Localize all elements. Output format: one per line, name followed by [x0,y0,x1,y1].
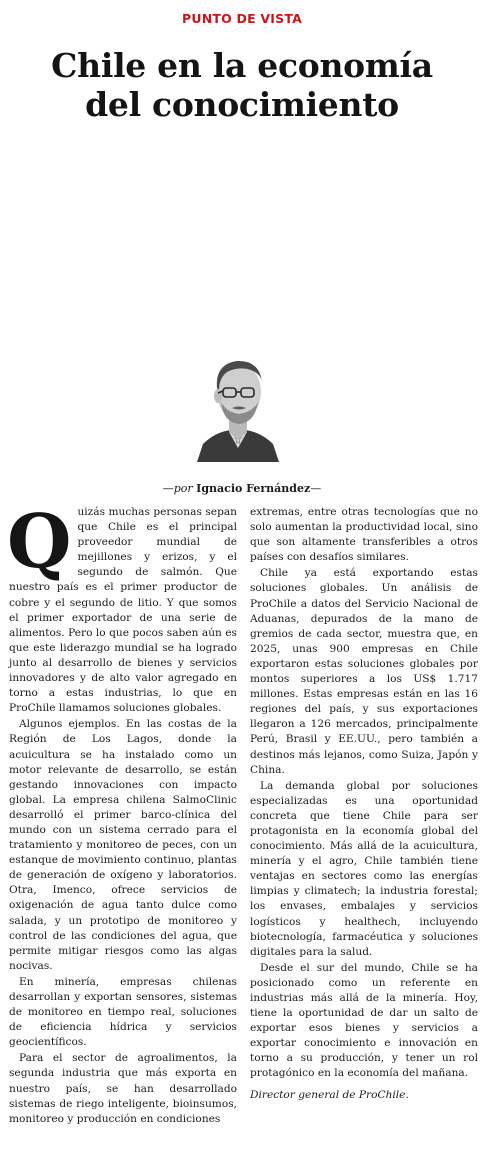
byline-author: Ignacio Fernández [196,482,311,495]
byline-suffix: — [310,482,322,495]
byline [0,482,484,495]
article-paragraph: Chile ya está exportando estas soluciones globales. Un análisis de ProChile a datos del Servicio Nacional de Aduanas, depurados de la mano de gremios de cada sector, muestra que, en 2025, unas 900 empresas en Chile exportaron estas soluciones globales por montos superiores a los US$ 1.717 millones. Estas empresas están en las 16 regiones del país, y sus exportaciones llegaron a 126 mercados, principalmente Perú, Brasil y EE.UU., pero también a destinos más lejanos, como Suiza, Japón y China. [250,567,478,776]
paragraph-text: uizás muchas personas sepan que Chile es el principal proveedor mundial de mejillones y erizos, y el segundo de salmón. Que nuestro país es el primer productor de cobre y el segundo de litio. Y que somos el primer exportador de una serie de alimentos. Pero lo que pocos saben aún es que este liderazgo mundial se ha logrado junto al desarrollo de bienes y servicios innovadores y de alto valor agregado en torno a estas industrias, lo que en ProChile llamamos soluciones globales. [9,506,237,715]
author-signature: Director general de ProChile. [250,1088,409,1101]
headline [0,46,484,124]
article-paragraph: extremas, entre otras tecnologías que no solo aumentan la productividad local, sino que son altamente transferibles a otros países con desafíos similares. [250,506,478,564]
article-column-right [250,505,478,1104]
article-paragraph: Para el sector de agroalimentos, la segunda industria que más exporta en nuestro país, se han desarrollado sistemas de riego inteligente, bioinsumos, monitoreo y producción en condiciones [9,1052,237,1125]
headline-line-1: Chile en la economía [51,46,433,85]
article-paragraph [7,499,237,716]
article-paragraph: Algunos ejemplos. En las costas de la Región de Los Lagos, donde la acuicultura se ha instalado como un motor relevante de desarrollo, se están gestando innovaciones con impacto global. La empresa chilena SalmoClinic desarrolló el primer barco-clínica del mundo con un sistema cerrado para el tratamiento y monitoreo de peces, con un estanque de movimiento continuo, plantas de generación de oxígeno y laboratorios. Otra, Imenco, ofrece servicios de oxigenación de agua tanto dulce como salada, y un prototipo de monitoreo y control de las condiciones del agua, que permite mitigar riesgos como las algas nocivas. [9,718,237,972]
article-paragraph: En minería, empresas chilenas desarrollan y exportan sensores, sistemas de monitoreo en tiempo real, soluciones de eficiencia hídrica y servicios geocientíficos. [9,975,237,1049]
section-label: PUNTO DE VISTA [182,11,302,26]
byline-prefix: —por [162,482,193,495]
article-paragraph: Desde el sur del mundo, Chile se ha posicionado como un referente en industrias más allá de la minería. Hoy, tiene la oportunidad de dar un salto de exportar esos bienes y servicios a exportar conocimiento e innovación en torno a su producción, y tener un rol protagónico en la economía del mañana. [250,961,478,1080]
article-paragraph: La demanda global por soluciones especializadas es una oportunidad concreta que tiene Chile para ser protagonista en la economía global del conocimiento. Más allá de la acuicultura, minería y el agro, Chile también tiene ventajas en sectores como las energías limpias y climatech; la industria forestal; los envases, embalajes y servicios logísticos y healthech, incluyendo biotecnología, farmacéutica y soluciones digitales para la salud. [250,779,478,958]
article-column-left [7,499,237,1128]
author-portrait [195,352,281,462]
drop-cap: Q [7,499,72,585]
headline-line-2: del conocimiento [85,85,399,124]
